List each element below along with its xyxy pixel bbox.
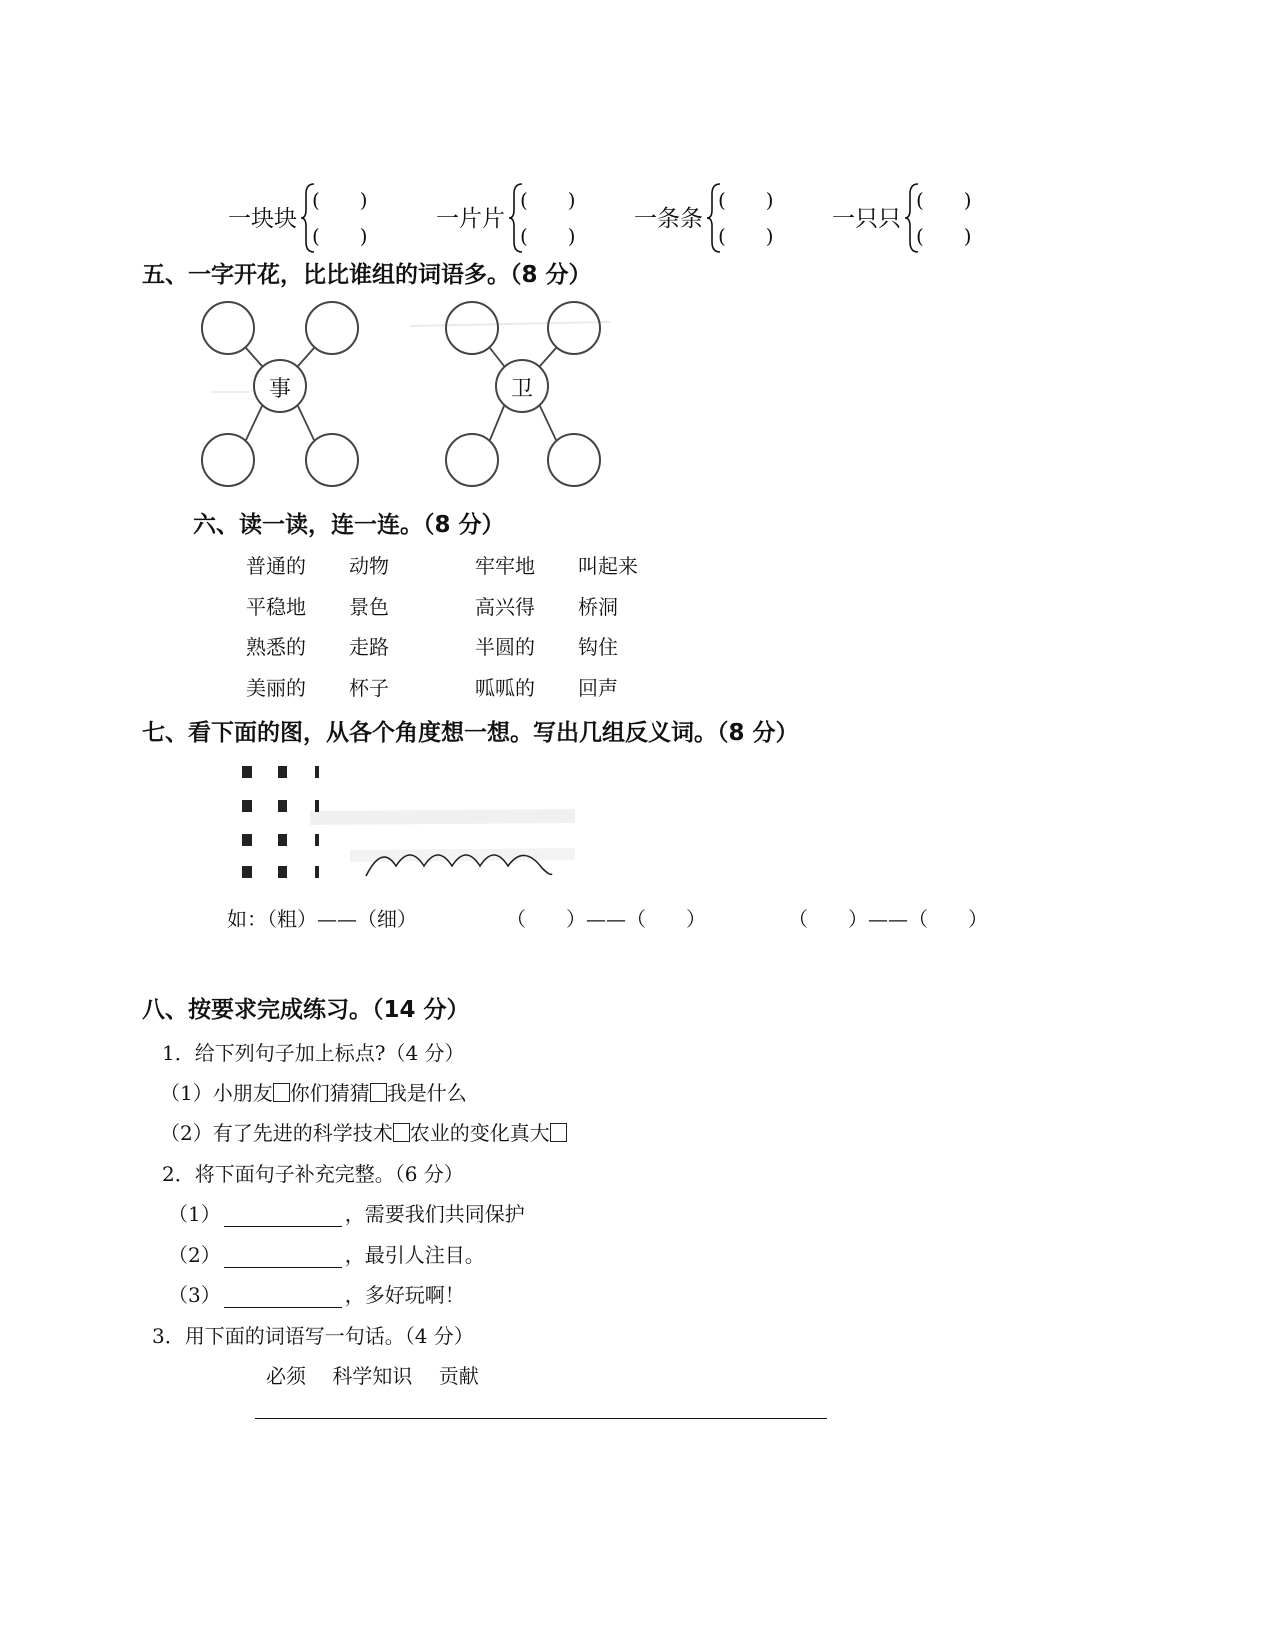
blank-paren[interactable]: ( ) [312,224,368,248]
match-left-b[interactable]: 景色 [349,595,389,619]
match-left-b[interactable]: 动物 [349,554,389,578]
measure-word: 一条条 [634,206,703,232]
exercise-3-title: 3．用下面的词语写一句话。（4 分） [152,1324,474,1348]
punctuation-sentence-1 [160,1077,467,1106]
blank-paren[interactable]: ( ) [718,224,774,248]
blank-paren[interactable]: ( ) [312,188,368,212]
punctuation-box[interactable] [393,1123,410,1142]
item-number: （3） [168,1283,221,1307]
antonym-blank-1[interactable]: （ ）——（ ） [506,907,706,931]
sentence-part: （2）有了先进的科学技术 [160,1121,393,1145]
word-flower-diagrams [190,296,630,492]
sentence-part: 农业的变化真大 [409,1121,550,1145]
match-right-a[interactable]: 呱呱的 [475,676,535,700]
match-right-b[interactable]: 叫起来 [578,554,638,578]
blank-paren[interactable]: ( ) [916,188,972,212]
match-left-a[interactable]: 普通的 [246,554,306,578]
flower-1-center-char: 事 [269,377,292,402]
complete-sentence-2 [168,1239,485,1268]
punctuation-sentence-2 [160,1117,567,1146]
match-right-a[interactable]: 牢牢地 [475,554,535,578]
antonym-picture [230,756,580,886]
flower-2-center-char: 卫 [511,377,534,402]
match-right-a[interactable]: 高兴得 [475,595,535,619]
sentence-tail: ，多好玩啊！ [344,1283,465,1307]
blank-paren[interactable]: ( ) [520,224,576,248]
section-7-title: 七、看下面的图，从各个角度想一想。写出几组反义词。（8 分） [142,720,799,746]
given-words: 必须 科学知识 贡献 [266,1364,479,1388]
sentence-tail: ，最引人注目。 [344,1243,485,1267]
answer-blank[interactable] [224,1285,342,1308]
match-right-b[interactable]: 回声 [578,676,618,700]
match-left-b[interactable]: 走路 [349,635,389,659]
sentence-tail: ，需要我们共同保护 [344,1202,525,1226]
answer-blank[interactable] [224,1245,342,1268]
blank-paren[interactable]: ( ) [718,188,774,212]
answer-blank[interactable] [224,1204,342,1227]
writing-answer-line[interactable] [255,1418,827,1419]
item-number: （2） [168,1243,221,1267]
antonym-example: 如：（粗）——（细） [227,907,417,931]
punctuation-box[interactable] [370,1083,387,1102]
measure-word: 一只只 [832,206,901,232]
item-number: （1） [168,1202,221,1226]
complete-sentence-1 [168,1198,525,1227]
blank-paren[interactable]: ( ) [916,224,972,248]
match-left-b[interactable]: 杯子 [349,676,389,700]
measure-word: 一块块 [228,206,297,232]
punctuation-box[interactable] [273,1083,290,1102]
match-left-a[interactable]: 美丽的 [246,676,306,700]
punctuation-box[interactable] [550,1123,567,1142]
section-5-title: 五、一字开花，比比谁组的词语多。（8 分） [142,262,592,288]
match-left-a[interactable]: 熟悉的 [246,635,306,659]
exercise-1-title: 1．给下列句子加上标点?（4 分） [162,1041,465,1065]
match-left-a[interactable]: 平稳地 [246,595,306,619]
exercise-2-title: 2．将下面句子补充完整。（6 分） [162,1162,464,1186]
measure-word: 一片片 [436,206,505,232]
section-6-title: 六、读一读，连一连。（8 分） [193,512,505,538]
sentence-part: 我是什么 [386,1081,467,1105]
thick-blocks [242,766,319,878]
complete-sentence-3 [168,1279,465,1308]
section-8-title: 八、按要求完成练习。（14 分） [142,997,470,1023]
match-right-b[interactable]: 钩住 [578,635,618,659]
sentence-part: 你们猜猜 [289,1081,370,1105]
sentence-part: （1）小朋友 [160,1081,273,1105]
match-right-b[interactable]: 桥洞 [578,595,618,619]
match-right-a[interactable]: 半圆的 [475,635,535,659]
blank-paren[interactable]: ( ) [520,188,576,212]
antonym-blank-2[interactable]: （ ）——（ ） [788,907,988,931]
